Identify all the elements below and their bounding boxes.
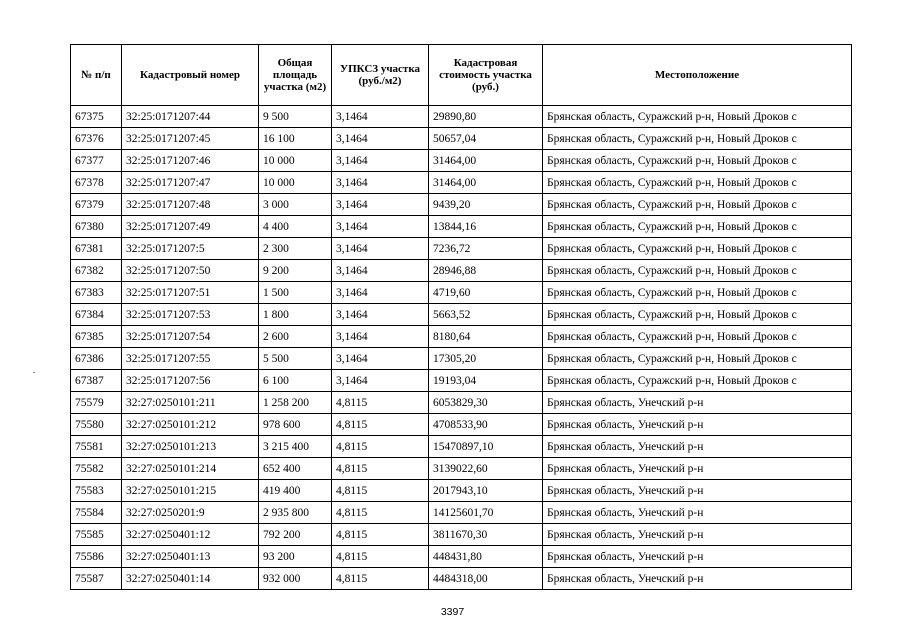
cell-number: 67381 (71, 238, 122, 260)
cell-cadastral-value: 14125601,70 (429, 502, 543, 524)
cell-location: Брянская область, Суражский р-н, Новый Дроков с (543, 106, 852, 128)
cell-cadastral-number: 32:25:0171207:55 (122, 348, 259, 370)
cell-cadastral-number: 32:25:0171207:50 (122, 260, 259, 282)
cell-cadastral-number: 32:25:0171207:44 (122, 106, 259, 128)
cell-cadastral-number: 32:25:0171207:54 (122, 326, 259, 348)
scan-speck (33, 372, 35, 373)
cell-area: 3 000 (259, 194, 332, 216)
cell-location: Брянская область, Суражский р-н, Новый Дроков с (543, 238, 852, 260)
cell-number: 75584 (71, 502, 122, 524)
table-row (71, 282, 852, 304)
header-location: Местоположение (543, 45, 852, 106)
cell-upksz: 3,1464 (332, 128, 429, 150)
cell-location: Брянская область, Унечский р-н (543, 480, 852, 502)
cell-location: Брянская область, Унечский р-н (543, 458, 852, 480)
cell-upksz: 4,8115 (332, 546, 429, 568)
cell-cadastral-value: 7236,72 (429, 238, 543, 260)
table-row (71, 436, 852, 458)
table-row (71, 326, 852, 348)
cell-location: Брянская область, Унечский р-н (543, 524, 852, 546)
cell-location: Брянская область, Суражский р-н, Новый Дроков с (543, 326, 852, 348)
cell-cadastral-value: 31464,00 (429, 172, 543, 194)
cell-upksz: 3,1464 (332, 150, 429, 172)
cell-number: 75579 (71, 392, 122, 414)
cell-cadastral-number: 32:27:0250401:13 (122, 546, 259, 568)
cell-upksz: 4,8115 (332, 524, 429, 546)
cell-location: Брянская область, Суражский р-н, Новый Дроков с (543, 194, 852, 216)
table-row (71, 194, 852, 216)
cell-number: 67385 (71, 326, 122, 348)
cell-location: Брянская область, Суражский р-н, Новый Дроков с (543, 304, 852, 326)
table-row (71, 392, 852, 414)
cell-upksz: 4,8115 (332, 480, 429, 502)
cell-cadastral-number: 32:27:0250101:215 (122, 480, 259, 502)
table-row (71, 480, 852, 502)
cell-cadastral-value: 4708533,90 (429, 414, 543, 436)
cell-upksz: 3,1464 (332, 282, 429, 304)
cell-cadastral-number: 32:27:0250101:213 (122, 436, 259, 458)
cell-upksz: 4,8115 (332, 502, 429, 524)
cell-location: Брянская область, Суражский р-н, Новый Дроков с (543, 370, 852, 392)
cell-area: 5 500 (259, 348, 332, 370)
cell-location: Брянская область, Унечский р-н (543, 502, 852, 524)
cell-cadastral-value: 448431,80 (429, 546, 543, 568)
cadastral-table (70, 44, 852, 590)
cell-upksz: 4,8115 (332, 458, 429, 480)
table-row (71, 568, 852, 590)
cell-location: Брянская область, Суражский р-н, Новый Дроков с (543, 216, 852, 238)
cell-location: Брянская область, Унечский р-н (543, 436, 852, 458)
table-row (71, 238, 852, 260)
page-number: 3397 (440, 606, 465, 618)
table-row (71, 106, 852, 128)
cell-cadastral-number: 32:25:0171207:48 (122, 194, 259, 216)
cell-number: 75585 (71, 524, 122, 546)
cell-number: 75582 (71, 458, 122, 480)
cell-area: 93 200 (259, 546, 332, 568)
cell-number: 67383 (71, 282, 122, 304)
cell-cadastral-number: 32:27:0250401:12 (122, 524, 259, 546)
cell-upksz: 3,1464 (332, 326, 429, 348)
cell-area: 1 258 200 (259, 392, 332, 414)
cell-upksz: 4,8115 (332, 436, 429, 458)
cell-number: 67377 (71, 150, 122, 172)
cell-cadastral-value: 29890,80 (429, 106, 543, 128)
cell-cadastral-value: 6053829,30 (429, 392, 543, 414)
table-row (71, 370, 852, 392)
cell-cadastral-number: 32:27:0250201:9 (122, 502, 259, 524)
cell-cadastral-value: 9439,20 (429, 194, 543, 216)
cell-cadastral-number: 32:27:0250101:212 (122, 414, 259, 436)
cell-cadastral-value: 4719,60 (429, 282, 543, 304)
cell-area: 6 100 (259, 370, 332, 392)
cell-area: 652 400 (259, 458, 332, 480)
cell-area: 419 400 (259, 480, 332, 502)
cell-cadastral-number: 32:27:0250101:214 (122, 458, 259, 480)
cell-area: 1 800 (259, 304, 332, 326)
cell-number: 67376 (71, 128, 122, 150)
cell-area: 9 500 (259, 106, 332, 128)
cell-upksz: 3,1464 (332, 194, 429, 216)
cell-area: 1 500 (259, 282, 332, 304)
cell-cadastral-value: 31464,00 (429, 150, 543, 172)
cell-cadastral-value: 3139022,60 (429, 458, 543, 480)
cell-cadastral-value: 5663,52 (429, 304, 543, 326)
cell-area: 9 200 (259, 260, 332, 282)
cell-area: 792 200 (259, 524, 332, 546)
cell-cadastral-number: 32:25:0171207:5 (122, 238, 259, 260)
cell-cadastral-number: 32:25:0171207:45 (122, 128, 259, 150)
cell-area: 978 600 (259, 414, 332, 436)
cell-location: Брянская область, Суражский р-н, Новый Дроков с (543, 128, 852, 150)
cell-cadastral-value: 13844,16 (429, 216, 543, 238)
cell-location: Брянская область, Суражский р-н, Новый Дроков с (543, 282, 852, 304)
cell-area: 3 215 400 (259, 436, 332, 458)
cell-cadastral-number: 32:25:0171207:56 (122, 370, 259, 392)
table-row (71, 150, 852, 172)
cell-area: 2 300 (259, 238, 332, 260)
cell-cadastral-number: 32:25:0171207:53 (122, 304, 259, 326)
table-row (71, 128, 852, 150)
cell-number: 75587 (71, 568, 122, 590)
cell-area: 10 000 (259, 172, 332, 194)
cell-location: Брянская область, Унечский р-н (543, 392, 852, 414)
table-row (71, 172, 852, 194)
cell-upksz: 3,1464 (332, 238, 429, 260)
cell-area: 10 000 (259, 150, 332, 172)
cell-number: 75581 (71, 436, 122, 458)
cell-upksz: 4,8115 (332, 414, 429, 436)
table-header-row (71, 45, 852, 106)
table-row (71, 348, 852, 370)
cell-upksz: 3,1464 (332, 216, 429, 238)
cell-upksz: 3,1464 (332, 260, 429, 282)
cell-cadastral-number: 32:25:0171207:49 (122, 216, 259, 238)
cell-number: 75586 (71, 546, 122, 568)
cell-upksz: 4,8115 (332, 392, 429, 414)
table-row (71, 524, 852, 546)
cell-cadastral-value: 2017943,10 (429, 480, 543, 502)
cell-location: Брянская область, Суражский р-н, Новый Дроков с (543, 172, 852, 194)
cell-cadastral-number: 32:25:0171207:51 (122, 282, 259, 304)
cell-area: 2 935 800 (259, 502, 332, 524)
cell-number: 75583 (71, 480, 122, 502)
cell-cadastral-number: 32:25:0171207:47 (122, 172, 259, 194)
cell-upksz: 4,8115 (332, 568, 429, 590)
cell-location: Брянская область, Унечский р-н (543, 546, 852, 568)
cell-location: Брянская область, Суражский р-н, Новый Дроков с (543, 260, 852, 282)
cell-location: Брянская область, Суражский р-н, Новый Дроков с (543, 150, 852, 172)
cell-number: 67379 (71, 194, 122, 216)
cell-number: 67386 (71, 348, 122, 370)
cell-number: 67382 (71, 260, 122, 282)
table-row (71, 546, 852, 568)
cell-number: 67375 (71, 106, 122, 128)
cell-area: 16 100 (259, 128, 332, 150)
cell-area: 2 600 (259, 326, 332, 348)
cell-location: Брянская область, Унечский р-н (543, 414, 852, 436)
cell-cadastral-number: 32:25:0171207:46 (122, 150, 259, 172)
cell-cadastral-value: 3811670,30 (429, 524, 543, 546)
cell-cadastral-value: 15470897,10 (429, 436, 543, 458)
cell-location: Брянская область, Унечский р-н (543, 568, 852, 590)
table-row (71, 260, 852, 282)
cell-upksz: 3,1464 (332, 304, 429, 326)
cell-location: Брянская область, Суражский р-н, Новый Дроков с (543, 348, 852, 370)
cell-cadastral-value: 19193,04 (429, 370, 543, 392)
cell-number: 67387 (71, 370, 122, 392)
table-body (71, 106, 852, 590)
cell-cadastral-value: 17305,20 (429, 348, 543, 370)
table-row (71, 458, 852, 480)
cell-upksz: 3,1464 (332, 106, 429, 128)
table-row (71, 216, 852, 238)
header-area: Общая площадь участка (м2) (259, 45, 332, 106)
cell-area: 932 000 (259, 568, 332, 590)
header-cadastral-value: Кадастровая стоимость участка (руб.) (429, 45, 543, 106)
cell-cadastral-value: 28946,88 (429, 260, 543, 282)
cell-cadastral-value: 50657,04 (429, 128, 543, 150)
header-number: № п/п (71, 45, 122, 106)
cell-number: 67378 (71, 172, 122, 194)
header-upksz: УПКСЗ участка (руб./м2) (332, 45, 429, 106)
cell-cadastral-number: 32:27:0250101:211 (122, 392, 259, 414)
table-row (71, 414, 852, 436)
cell-area: 4 400 (259, 216, 332, 238)
cell-upksz: 3,1464 (332, 172, 429, 194)
cell-number: 75580 (71, 414, 122, 436)
cell-cadastral-value: 4484318,00 (429, 568, 543, 590)
cell-number: 67380 (71, 216, 122, 238)
cell-number: 67384 (71, 304, 122, 326)
cell-upksz: 3,1464 (332, 348, 429, 370)
cell-upksz: 3,1464 (332, 370, 429, 392)
cell-cadastral-value: 8180,64 (429, 326, 543, 348)
table-row (71, 304, 852, 326)
header-cadastral-number: Кадастровый номер (122, 45, 259, 106)
table-row (71, 502, 852, 524)
cell-cadastral-number: 32:27:0250401:14 (122, 568, 259, 590)
